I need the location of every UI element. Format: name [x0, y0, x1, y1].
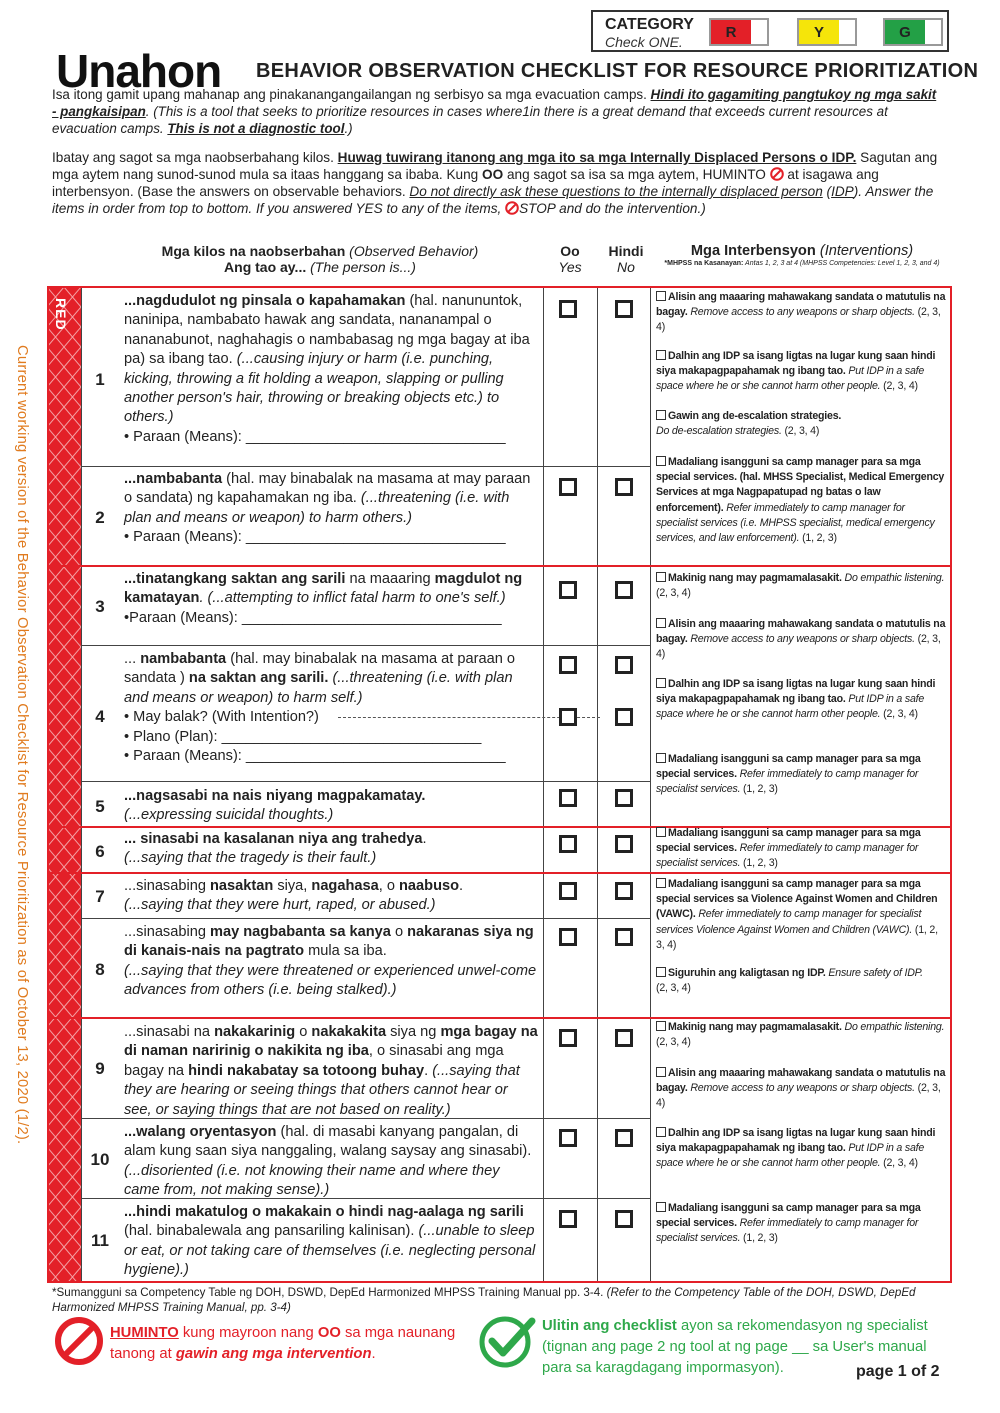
- behavior-bold: nakakakita: [311, 1024, 387, 1040]
- category-subtitle: Check ONE.: [605, 34, 683, 50]
- competency-level: (1, 2, 3): [799, 532, 837, 545]
- intervention-en: Put IDP in a safe space where he or she cannot harm other people.: [656, 693, 925, 721]
- intervention-tl: Madaliang isangguni sa camp manager para sa mga special services.: [656, 753, 921, 781]
- competency-level: (1, 2, 3): [740, 783, 778, 796]
- mhpss-note: [652, 260, 952, 267]
- intervention-en: Refer immediately to camp manager for specialist services (i.e. MHPSS specialist, medical emergency services, and law enforcement).: [656, 501, 935, 545]
- interventions-header: [652, 243, 952, 267]
- intervention-item: [656, 571, 946, 601]
- intro-emphasis: Hindi ito gagamiting pangtukoy ng mga sakit - pangkaisipan: [52, 87, 937, 119]
- competency-level: (2, 3, 4): [656, 1036, 691, 1049]
- intro-text: Sagutan ang mga aytem nang sunod-sunod mula sa itaas hanggang sa ibaba. Kung: [52, 150, 938, 182]
- intervention-tl: Siguruhin ang kaligtasan ng IDP.: [668, 967, 826, 979]
- row-number: 9: [95, 1059, 105, 1078]
- intervention-en: Refer immediately to camp manager for specialist services.: [656, 842, 919, 870]
- intro-text: .): [344, 121, 353, 136]
- intervention-en: Ensure safety of IDP.: [825, 967, 923, 979]
- intervention-checkbox[interactable]: [656, 827, 666, 837]
- behavior-en: (...threatening (i.e. with plan and means or weapon) to harm self.): [124, 670, 513, 706]
- intervention-item: [656, 290, 946, 336]
- intervention-tl: Madaliang isangguni sa camp manager para sa mga special services.: [656, 827, 921, 855]
- behavior-item-4: [124, 650, 538, 766]
- intervention-checkbox[interactable]: [656, 878, 666, 888]
- footnote-en: (Refer to the Competency Table of the DOH, DSWD, DepEd Harmonized MHPSS Training Manual, pp. 3-4): [52, 1286, 916, 1314]
- behavior-tl: , o: [378, 878, 400, 894]
- no-checkbox-6[interactable]: [615, 835, 633, 853]
- behavior-bold: hindi nakabatay sa totoong buhay: [188, 1062, 425, 1079]
- behavior-tl: ...: [124, 651, 141, 667]
- category-yellow-letter: Y: [813, 24, 824, 41]
- intro-text: . (This is a tool that seeks to prioritize resources in cases where1in there is a great demand that exceeds current resources at evacuation camps.: [52, 104, 888, 136]
- behavior-item-11: [124, 1203, 538, 1281]
- behavior-en: (...saying that they were hurt, raped, or abused.): [124, 897, 436, 914]
- behavior-tl: na maaaring: [345, 571, 435, 587]
- intro-paragraph-2: [52, 149, 942, 217]
- behavior-tl: o: [390, 924, 408, 940]
- means-field[interactable]: • Paraan (Means): ________________________________: [124, 529, 506, 546]
- intervention-tl: Dalhin ang IDP sa isang ligtas na lugar kung saan hindi siya makapagpapahamak ng ibang tao.: [656, 1127, 936, 1155]
- competency-level: (2, 3, 4): [656, 633, 941, 661]
- no-checkbox-1[interactable]: [615, 300, 633, 318]
- intervention-en: Refer immediately to camp manager for specialist services.: [656, 1217, 919, 1245]
- intention-field[interactable]: • May balak? (With Intention?): [124, 709, 319, 726]
- intervention-checkbox[interactable]: [656, 291, 666, 301]
- behavior-tl: (hal. may binabalak na masama at paraan o sandata ): [124, 651, 515, 687]
- yes-checkbox-10[interactable]: [559, 1129, 577, 1147]
- intervention-tl: Alisin ang maaaring mahawakang sandata o matutulis na bagay.: [656, 1067, 946, 1095]
- behavior-tl: , o sinasabi ang mga bagay na: [124, 1043, 504, 1079]
- behavior-tl: siya,: [273, 878, 312, 894]
- no-checkbox-4[interactable]: [615, 708, 633, 726]
- no-checkbox-10[interactable]: [615, 1129, 633, 1147]
- row-number: 7: [95, 887, 105, 906]
- intro-emphasis: IDP: [831, 184, 854, 199]
- behavior-tl: ...sinasabi na: [124, 1024, 215, 1040]
- intervention-checkbox[interactable]: [656, 572, 666, 582]
- intervention-en: Refer immediately to camp manager for specialist services.: [656, 768, 919, 796]
- stop-sign-icon: [54, 1316, 104, 1366]
- means-field[interactable]: • Paraan (Means): ________________________________: [124, 748, 506, 765]
- means-field[interactable]: •Paraan (Means): ________________________________: [124, 609, 502, 626]
- intervention-checkbox[interactable]: [656, 1202, 666, 1212]
- no-checkbox-4-intent[interactable]: [615, 656, 633, 674]
- row-number: 11: [91, 1231, 109, 1250]
- intervention-checkbox[interactable]: [656, 753, 666, 763]
- yes-header-en: Yes: [558, 259, 582, 275]
- intervention-item: [656, 826, 946, 872]
- no-header: [600, 243, 652, 275]
- intervention-tl: Dalhin ang IDP sa isang ligtas na lugar kung saan hindi siya makapagpapahamak ng ibang tao.: [656, 350, 936, 378]
- behavior-bold: na saktan ang sarili.: [188, 670, 329, 687]
- yes-checkbox-2[interactable]: [559, 478, 577, 496]
- intro-emphasis: Huwag tuwirang itanong ang mga ito sa mga Internally Displaced Persons o IDP.: [337, 150, 857, 165]
- intervention-tl: Gawin ang de-escalation strategies.: [668, 410, 842, 422]
- intro-text: Ibatay ang sagot sa mga naobserbahang kilos.: [52, 150, 338, 165]
- category-green-letter: G: [899, 24, 911, 41]
- competency-level: (2, 3, 4): [656, 306, 941, 334]
- yes-checkbox-7[interactable]: [559, 882, 577, 900]
- intervention-item: [656, 409, 946, 439]
- no-checkbox-3[interactable]: [615, 581, 633, 599]
- category-box: [591, 10, 949, 52]
- intervention-en: Remove access to any weapons or sharp objects.: [687, 1082, 915, 1095]
- behavior-bold: ...hindi makatulog o makakain o hindi nag-aalaga ng sarili: [124, 1204, 524, 1220]
- behavior-bold: ... sinasabi na kasalanan niya ang trahedya: [124, 831, 423, 847]
- behavior-tl: ...sinasabing: [124, 878, 210, 894]
- stop-icon: [770, 167, 784, 181]
- intervention-checkbox[interactable]: [656, 1021, 666, 1031]
- behavior-bold: nakaranas siya ng di kanais-nais na pagtrato: [124, 924, 534, 960]
- intervention-item: [656, 966, 946, 996]
- intervention-item: [656, 1126, 946, 1172]
- competency-level: (2, 3, 4): [781, 425, 820, 438]
- stop-keyword: HUMINTO: [110, 1325, 179, 1341]
- yes-checkbox-3[interactable]: [559, 581, 577, 599]
- intervention-en: Refer immediately to camp manager for specialist services Violence Against Women and Children (VAWC).: [656, 908, 922, 936]
- intervention-item: [656, 455, 946, 546]
- intervention-item: [656, 752, 946, 798]
- intervention-en: Do de-escalation strategies.: [656, 425, 782, 438]
- intervention-checkbox[interactable]: [656, 456, 666, 466]
- competency-level: (2, 3, 4): [656, 587, 691, 600]
- behavior-bold: ...tinatangkang saktan ang sarili: [124, 571, 346, 587]
- competency-level: (2, 3, 4): [880, 380, 918, 393]
- behavior-en: (...disoriented (i.e. not knowing their name and where they came from, not making sense).): [124, 1162, 500, 1199]
- intervention-item: [656, 617, 946, 663]
- stop-oo: OO: [317, 1325, 341, 1341]
- no-header-tl: Hindi: [608, 243, 644, 259]
- intervention-en: Put IDP in a safe space where he or she cannot harm other people.: [656, 1142, 925, 1170]
- behavior-bold: nambabanta: [140, 651, 227, 667]
- yes-checkbox-6[interactable]: [559, 835, 577, 853]
- intervention-item: [656, 1020, 946, 1050]
- intervention-checkbox[interactable]: [656, 618, 666, 628]
- behavior-bold: mga bagay na di naman naririnig o nakikita ng iba: [124, 1024, 538, 1060]
- competency-level: (1, 2, 3): [740, 857, 778, 870]
- behavior-item-10: [124, 1123, 538, 1201]
- behavior-tl: .: [424, 1062, 429, 1079]
- repeat-text: ayon sa rekomendasyon ng specialist (tignan ang page 2 ng tool at ng page __ sa User's manual para sa karagdagang impormasyon).: [542, 1318, 928, 1376]
- behavior-tl: o: [295, 1024, 312, 1040]
- intervention-tl: Alisin ang maaaring mahawakang sandata o matutulis na bagay.: [656, 618, 946, 646]
- row-number: 5: [95, 797, 105, 816]
- behavior-bold: nagahasa: [311, 878, 379, 894]
- plan-field[interactable]: • Plano (Plan): ________________________________: [124, 728, 482, 745]
- behavior-item-6: [124, 830, 538, 869]
- category-green-checkbox[interactable]: [883, 18, 943, 46]
- intervention-en: Do empathic listening.: [841, 1021, 945, 1033]
- no-checkbox-7[interactable]: [615, 882, 633, 900]
- intervention-item: [656, 677, 946, 723]
- brand-text: Unahon: [56, 45, 222, 97]
- behavior-bold: ...walang oryentasyon: [124, 1124, 277, 1140]
- yes-checkbox-5[interactable]: [559, 789, 577, 807]
- stop-text: .: [371, 1346, 376, 1362]
- stop-instruction: [110, 1323, 480, 1365]
- row-number: 6: [95, 842, 105, 861]
- green-check-icon: [478, 1313, 538, 1369]
- intro-text: Isa itong gamit upang mahanap ang pinakanangangailangan ng serbisyo sa mga evacuation camps.: [52, 87, 651, 102]
- intervention-checkbox[interactable]: [656, 350, 666, 360]
- behavior-item-1: [124, 292, 538, 447]
- intro-paragraph-1: [52, 86, 942, 137]
- intervention-item: [656, 877, 946, 953]
- behavior-item-7: [124, 877, 538, 916]
- no-checkbox-9[interactable]: [615, 1029, 633, 1047]
- intervention-en: Remove access to any weapons or sharp objects.: [687, 633, 915, 646]
- intervention-tl: Alisin ang maaaring mahawakang sandata o matutulis na bagay.: [656, 291, 946, 319]
- behavior-bold: ...nambabanta: [124, 471, 223, 487]
- intro-text: at isagawa ang interbensyon. (Base the answers on observable behaviors.: [52, 167, 879, 199]
- yes-header-tl: Oo: [560, 243, 580, 259]
- footnote: [52, 1285, 952, 1315]
- behavior-tl: siya ng: [386, 1024, 441, 1040]
- competency-level: (2, 3, 4): [656, 982, 691, 995]
- intervention-en: Do empathic listening.: [841, 572, 945, 584]
- intervention-item: [656, 1201, 946, 1247]
- row-number: 8: [95, 960, 105, 979]
- row-number: 4: [95, 707, 105, 726]
- yes-checkbox-9[interactable]: [559, 1029, 577, 1047]
- intervention-checkbox[interactable]: [656, 678, 666, 688]
- row-number: 10: [90, 1150, 110, 1169]
- page-number: page 1 of 2: [856, 1363, 940, 1380]
- stop-text: kung mayroon nang: [178, 1325, 318, 1341]
- intervention-checkbox[interactable]: [656, 1127, 666, 1137]
- category-yellow-checkbox[interactable]: [797, 18, 857, 46]
- behavior-en: (...causing injury or harm (i.e. punching, kicking, throwing a fit holding a weapon, slapping or pulling another person's hair, throwing or breaking objects etc.) to others.): [124, 351, 504, 426]
- behavior-tl: (hal. binabalewala ang pansariling kalinisan).: [124, 1223, 415, 1240]
- behavior-tl: .: [422, 831, 427, 847]
- no-header-en: No: [617, 259, 635, 275]
- intro-text: STOP and do the intervention.): [519, 201, 706, 216]
- stop-text: sa mga naunang tanong at: [110, 1325, 456, 1362]
- behavior-header-en: (Observed Behavior): [349, 243, 479, 259]
- repeat-keyword: Ulitin ang checklist: [542, 1318, 677, 1334]
- behavior-en: (...expressing suicidal thoughts.): [124, 807, 334, 824]
- behavior-bold: naabuso: [399, 878, 460, 894]
- person-header-en: (The person is...): [310, 259, 416, 275]
- intervention-tl: Makinig nang may pagmamalasakit.: [668, 572, 842, 584]
- checklist-subtitle: BEHAVIOR OBSERVATION CHECKLIST FOR RESOURCE PRIORITIZATION: [256, 60, 979, 82]
- yes-header: [545, 243, 595, 275]
- intro-oo: OO: [482, 167, 504, 182]
- yes-checkbox-11[interactable]: [559, 1210, 577, 1228]
- row-number: 3: [95, 597, 105, 616]
- behavior-tl: .: [459, 878, 464, 894]
- behavior-bold: ...nagsasabi na nais niyang magpakamatay.: [124, 788, 426, 804]
- yes-checkbox-8[interactable]: [559, 928, 577, 946]
- stop-emphasis: gawin ang mga intervention: [175, 1346, 372, 1362]
- intervention-item: [656, 349, 946, 395]
- behavior-en: (...saying that they are hearing or seeing things that others cannot hear or see, or saying things that are not based on reality.): [124, 1062, 520, 1118]
- yes-checkbox-4[interactable]: [559, 708, 577, 726]
- red-category-label: RED: [53, 298, 69, 331]
- behavior-en: (...unable to sleep or eat, or not taking care of themselves (i.e. neglecting personal hygiene).): [124, 1223, 536, 1279]
- behavior-en: (...threatening (i.e. with plan and means or weapon) to harm others.): [124, 490, 510, 526]
- behavior-item-9: [124, 1023, 538, 1120]
- intervention-tl: Makinig nang may pagmamalasakit.: [668, 1021, 842, 1033]
- mhpss-note-text: Antas 1, 2, 3 at 4 (MHPSS Competencies: Level 1, 2, 3, and 4): [743, 260, 940, 267]
- intro-emphasis: This is not a diagnostic tool: [167, 121, 345, 136]
- row-number: 2: [95, 508, 105, 527]
- intro-text: ). Answer the items in order from top to bottom. If you answered YES to any of the items,: [52, 184, 934, 216]
- intervention-en: Put IDP in a safe space where he or she cannot harm other people.: [656, 365, 925, 393]
- intervention-item: [656, 1066, 946, 1112]
- yes-checkbox-1[interactable]: [559, 300, 577, 318]
- behavior-bold: nasaktan: [210, 878, 274, 894]
- behavior-tl: mula sa iba.: [304, 943, 387, 960]
- behavior-tl: (hal. di masabi kanyang pangalan, di alam kung saan siya nanggaling, walang saysay ang sinasabi).: [124, 1124, 532, 1160]
- behavior-bold: nakakarinig: [214, 1024, 296, 1040]
- interventions-header-tl: Mga Interbensyon: [690, 243, 816, 259]
- stop-icon: [505, 201, 519, 215]
- behavior-header-tl: Mga kilos na naobserbahan: [161, 243, 346, 259]
- behavior-tl: ...sinasabing: [124, 924, 210, 940]
- intervention-en: Remove access to any weapons or sharp objects.: [687, 306, 915, 319]
- mhpss-note-bold: *MHPSS na Kasanayan:: [664, 260, 744, 267]
- yes-checkbox-4-intent[interactable]: [559, 656, 577, 674]
- person-header-tl: Ang tao ay...: [224, 259, 307, 275]
- row-number: 1: [95, 370, 105, 389]
- intervention-tl: Madaliang isangguni sa camp manager para sa mga special services. (hal. MHSS Specialist, Medical Emergency Services at mga Nagpapatupad ng batas o law enforcement).: [656, 456, 945, 514]
- behavior-bold: ...nagdudulot ng pinsala o kapahamakan: [124, 293, 406, 309]
- behavior-tl: (hal. may binabalak na masama at may paraan o sandata) ng kapahamakan ng iba.: [124, 471, 531, 507]
- behavior-bold: may nagbabanta sa kanya: [210, 924, 391, 940]
- behavior-bold: magdulot ng kamatayan: [124, 571, 523, 607]
- behavior-item-3: [124, 570, 538, 628]
- behavior-en: . (...attempting to inflict fatal harm to one's self.): [199, 590, 506, 607]
- intro-emphasis: Do not directly ask these questions to the internally displaced person: [409, 184, 823, 199]
- means-field[interactable]: • Paraan (Means): ________________________________: [124, 428, 506, 445]
- behavior-en: (...saying that the tragedy is their fault.): [124, 850, 377, 867]
- category-red-letter: R: [725, 24, 737, 41]
- behavior-en: (...saying that they were threatened or experienced unwel-come advances from others (i.e. being stalked).): [124, 962, 537, 999]
- intervention-tl: Madaliang isangguni sa camp manager para sa mga special services.: [656, 1202, 921, 1230]
- intervention-tl: Dalhin ang IDP sa isang ligtas na lugar kung saan hindi siya makapagpapahamak ng ibang tao.: [656, 678, 936, 706]
- competency-level: (1, 2, 3): [740, 1232, 778, 1245]
- competency-level: (2, 3, 4): [880, 708, 918, 721]
- intervention-checkbox[interactable]: [656, 1067, 666, 1077]
- intro-text: ang sagot sa isa sa mga aytem, HUMINTO: [503, 167, 770, 182]
- intervention-checkbox[interactable]: [656, 967, 666, 977]
- category-title: CATEGORY: [605, 16, 694, 33]
- intro-text: (: [822, 184, 832, 199]
- competency-level: (2, 3, 4): [656, 1082, 941, 1110]
- no-checkbox-2[interactable]: [615, 478, 633, 496]
- no-checkbox-11[interactable]: [615, 1210, 633, 1228]
- behavior-header: [120, 243, 520, 275]
- behavior-item-8: [124, 923, 538, 1001]
- version-side-note: Current working version of the Behavior Observation Checklist for Resource Prioritization as of October 13, 2020 (1/2).: [14, 345, 30, 1145]
- no-checkbox-5[interactable]: [615, 789, 633, 807]
- competency-level: (2, 3, 4): [880, 1157, 918, 1170]
- no-checkbox-8[interactable]: [615, 928, 633, 946]
- category-red-checkbox[interactable]: [709, 18, 769, 46]
- behavior-item-5: [124, 787, 538, 826]
- interventions-header-en: (Interventions): [819, 243, 914, 259]
- intervention-checkbox[interactable]: [656, 410, 666, 420]
- intervention-tl: Madaliang isangguni sa camp manager para sa mga special services sa Violence Against Women and Children (VAWC).: [656, 878, 938, 921]
- behavior-tl: (hal. nanununtok, naninipa, nambabato hawak ang sandata, nananampal o nananabunot, naghahagis o nambabasag ng mga bagay at iba pa) sa ibang tao.: [124, 293, 530, 368]
- competency-level: (1, 2, 3, 4): [656, 923, 938, 951]
- footnote-tl: *Sumangguni sa Competency Table ng DOH, DSWD, DepEd Harmonized MHPSS Training Manual pp. 3-4.: [52, 1286, 607, 1299]
- behavior-item-2: [124, 470, 538, 548]
